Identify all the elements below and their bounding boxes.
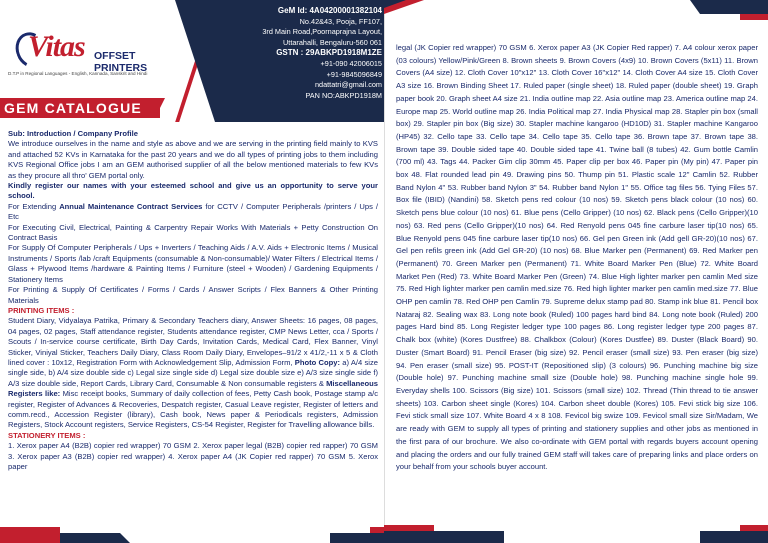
kindly-register: Kindly register our names with your esteemed school and give us an opportunity to serve your school. — [8, 181, 378, 201]
logo-tagline: D.T.P in Regional Languages - English, Kannada, Sanskrit and Hindi — [8, 71, 148, 76]
banner-cap — [155, 98, 165, 118]
intro-title: Sub: Introduction / Company Profile — [8, 129, 138, 138]
gstn: GSTN : 29ABKPD1918M1ZE — [276, 48, 382, 58]
email: ndattatri@gmail.com — [314, 80, 382, 90]
printing-items-2: a) A/4 size single side, b) A/4 size double side c) Legal size single side d) Legal size double size e) A/3 size single side f) A/3 size double side, Report Cards, Library Card, Consumable & Non consumable registers & — [8, 357, 378, 388]
phone: +91-9845096849 — [326, 69, 382, 79]
company-logo — [8, 28, 178, 78]
stationery-title: STATIONERY ITEMS : — [8, 430, 86, 440]
corner-deco — [740, 14, 768, 20]
printing-items — [8, 316, 378, 430]
photo-copy: Photo Copy: — [294, 357, 341, 367]
corner-deco — [700, 531, 768, 543]
corner-deco — [330, 533, 384, 543]
logo-subtitle: OFFSET PRINTERS — [94, 50, 148, 74]
left-body — [8, 129, 378, 472]
intro-body: We introduce ourselves in the name and style as above and we are serving in the printing field mainly to KVS and attached 52 KVs in Karnataka for the past 20 years and we do all types of printing jobs to them including KVS Regional Office jobs I am an GEM authorised supplier of all the below mentioned materials to few KVs as they procure all thro' GEM portal only. — [8, 139, 378, 180]
logo-word: Vitas — [28, 30, 85, 63]
right-body — [396, 42, 758, 474]
address-line: 3rd Main Road,Poornaprajna Layout, — [262, 27, 382, 37]
address-line: Uttarahalli, Bengaluru-560 061 — [283, 37, 382, 47]
supply-line: For Supply Of Computer Peripherals / Ups + Inverters / Teaching Aids / A.V. Aids + Electronic Items / Musical Instruments / Sports /lab /craft Equipments (consumable & Non-consumable)/ Water Filters / Electrical Items / Glass + Plywood Items /hardware & Painting Items / Furniture (steel + Wooden) / Gardening Equipments / Stationery Items — [8, 243, 378, 284]
phone: +91-090 42006015 — [320, 58, 382, 68]
gem-id: GeM Id: 4A04200001382104 — [277, 6, 382, 15]
corner-deco — [384, 0, 406, 8]
printing-line: For Printing & Supply Of Certificates / Forms / Cards / Answer Scripts / Flex Banners & Other Printing Materials — [8, 285, 378, 305]
amc-bold: Annual Maintenance Contract Services — [59, 201, 203, 211]
amc-line — [8, 202, 378, 223]
civil-line: For Executing Civil, Electrical, Painting & Carpentry Repair Works With Materials + Petty Construction On Contract Basis — [8, 222, 378, 243]
misc-registers: Miscellaneous Registers like: — [8, 378, 378, 399]
corner-deco — [120, 533, 130, 543]
stationery-continued: legal (JK Copier red wrapper) 70 GSM 6. Xerox paper A3 (JK Copier Red rapper) 7. A4 colour xerox paper (03 colours) Yellow/Pink/Green 8. Brown sheets 9. Brown Covers (4x9) 10. Brown Covers (5x11) 11. Brown Covers (A4 size) 12. Cloth Cover 10"x12" 13. Cloth Cover 16"x12" 14. Cloth Cover A4 size 15. Cloth Cover A3 size 16. Brown Binding Sheet 17. Ruled paper (single sheet) 18. Ruled paper (double sheet) 19. Graph paper book 20. Graph sheet A4 size 21. India outline map 22. Asia outline map 23. America outline map 24. Europe map 25. World outline map 26. India Political map 27. India Physical map 28. Stapler pin box (small box) 29. Stapler pin box (Big size) 30. Stapler machine kangaroo (HD10D) 31. Stapler machine Kangaroo (HP45) 32. Cello tape 33. Cello tape 34. Cello tape 35. Cello tape 36. Brown tape 37. Brown tape 38. Brown tape 39. Double sided tape 40. Double sided tape 41. Twine ball (8 tubes) 42. Gum bottle Camlin (700 ml) 43. Tags 44. Packer Gim clip 30mm 45. Paper clip per box 46. Paper pin (My pin) 47. Paper pin box 48. Flat rounded lead pin 49. Drawing pins 50. Thump pin 51. Plastic scale 12" Camlin 52. Rubber Band Nylon 4" 53. Rubber band Nylon 3" 54. Rubber band Nylon 1" 55. Office tag files 56. Tying Files 57. Box file (IBID) (Nandini) 58. Sketch pens red colour (10 nos) 59. Sketch pens black colour (10 nos) 60. Sketch pens blue colour (10 nos) 61. Blue pens (Cello Gripper) (10 nos) 62. Black pens (Cello Gripper)(10 nos) 63. Red pens (Cello Gripper)(10 nos) 64. Red Renyold pens 045 fine carbure laser tip(10 nos) 65. Blue Renyold pens 045 fine carbure laser tip(10 nos) 66. Gel pen Green ink (Add gell GR-20)(10 nos) 67. Gel pen refils green ink (Add Gel GR-20) (10 nos) 68. Blue Marker pen (Permanent) 69. Red Marker pen (Permanent) 70. Green Marker pen (Permanent) 71. White Board Marker Pen (Blue) 72. White Board Market Pen (Red) 73. White Board Marker Pen (Green) 74. Blue High lighter marker pen camlin Med size 75. Red High lighter marker pen camlin med.size 76. Red high lighter marker pen camlin med.size 77. Blue OHP pen camlin 78. Red OHP pen Camlin 79. Supreme delux stamp pad 80. Stamp ink blue 81. Pencil box Nataraj 82. Sealing wax 83. Long note book (Ruled) 100 pages hard bind 84. Long note book (Ruled) 200 pages Hard bind 85. Long Register ledger type 100 pages 86. Long register ledger type 200 pages 87. Chalk box (white) (Kores Dustfree) 88. Chalkbox (Colour) (Kores Dustfee) 89. Duster (Black Board) 90. Duster (Smart Board) 91. Pencil Eraser (big size) 92. Pencil eraser (small size) 93. Pen eraser (big size) 94. Pen eraser (small size) 95. POST-IT (Repositioned slip) (3 colours) 96. Punching machine big size (Double hole) 97. Punching machine small size (Double hole) 98. Punching machine single hole 99. Everyday shells 100. Scissors (Big size) 101. Scissors (small size) 102. Thread (Thin thread to tie answer sheets) 103. Carbon sheet single (Kores) 104. Carbon sheet double (Kores) 105. Fevi stick big size 106. Fevi stick small size 107. White Board 4 x 8 108. Fevicol big swize 109. Fevicol small size — [396, 43, 758, 421]
printing-items-3: Misc receipt books, Summary of daily collection of fees, Petty Cash book, Postage stamp a/c register, Register of Advances & Recoveries, Despatch register, Casual Leave register, Register of letters and comm.recd., Accession Register (library), Cash book, News paper & Periodicals registers, Admission Registers, Stock Account registers, Service Registers, CS-54 Register, Register for Travelling allowance bills. — [8, 389, 378, 430]
contact-block — [218, 6, 382, 101]
address-line: No.42&43, Pooja, FF107, — [299, 16, 382, 26]
corner-deco — [0, 527, 60, 543]
corner-deco — [384, 531, 504, 543]
closing-paragraph: Sir/Madam, We are ready with GEM to supply all types of printing and stationery supplies and other jobs as mentioned in the first para of our brochure. We also co-ordinate with GEM portal with regards buyers account opening and placing the orders and our fully trained GEM staff will takes care of preparing links and place orders on your behalf from your schools buyer account. — [396, 411, 758, 472]
pan: PAN NO:ABKPD1918M — [305, 90, 382, 100]
printing-items-title: PRINTING ITEMS : — [8, 305, 75, 315]
printing-items-1: Student Diary, Vidyalaya Patrika, Primary & Secondary Teachers diary, Answer Sheets: 16 pages, 08 pages, 04 pages, 02 pages, Staff attendance register, Students attendance register, CMP News Letter, cca / Sports / Scouts / In-service course certificate, Birth Day Cards, Invitation Cards, Medical Card, Flex Banner, Vinyl Sticker, Viniyal Sticker, Teachers Daily Diary, Class Room Daily Diary, Envelopes–91/2 x 41/2,-11 x 5 & Cloth lined cover : 10x12, Registration Form with Acknowledgement Slip, Admission Form, — [8, 316, 378, 367]
stationery-start: 1. Xerox paper A4 (B2B) copier red wrapper) 70 GSM 2. Xerox paper legal (B2B) copier red rapper) 70 GSM 3. Xerox paper A3 (B2B) copier red wrapper) 4. Xerox paper A4 (JK Copier red rapper) 70 GSM 5. Xerox paper — [8, 441, 378, 471]
gem-catalogue-banner: GEM CATALOGUE — [4, 100, 142, 116]
amc-post: for CCTV / Computer Peripherals /printers / Ups / Etc — [8, 201, 378, 222]
corner-deco — [700, 0, 768, 14]
corner-deco — [370, 527, 384, 533]
corner-deco — [690, 0, 700, 14]
amc-pre: For Extending — [8, 201, 60, 211]
